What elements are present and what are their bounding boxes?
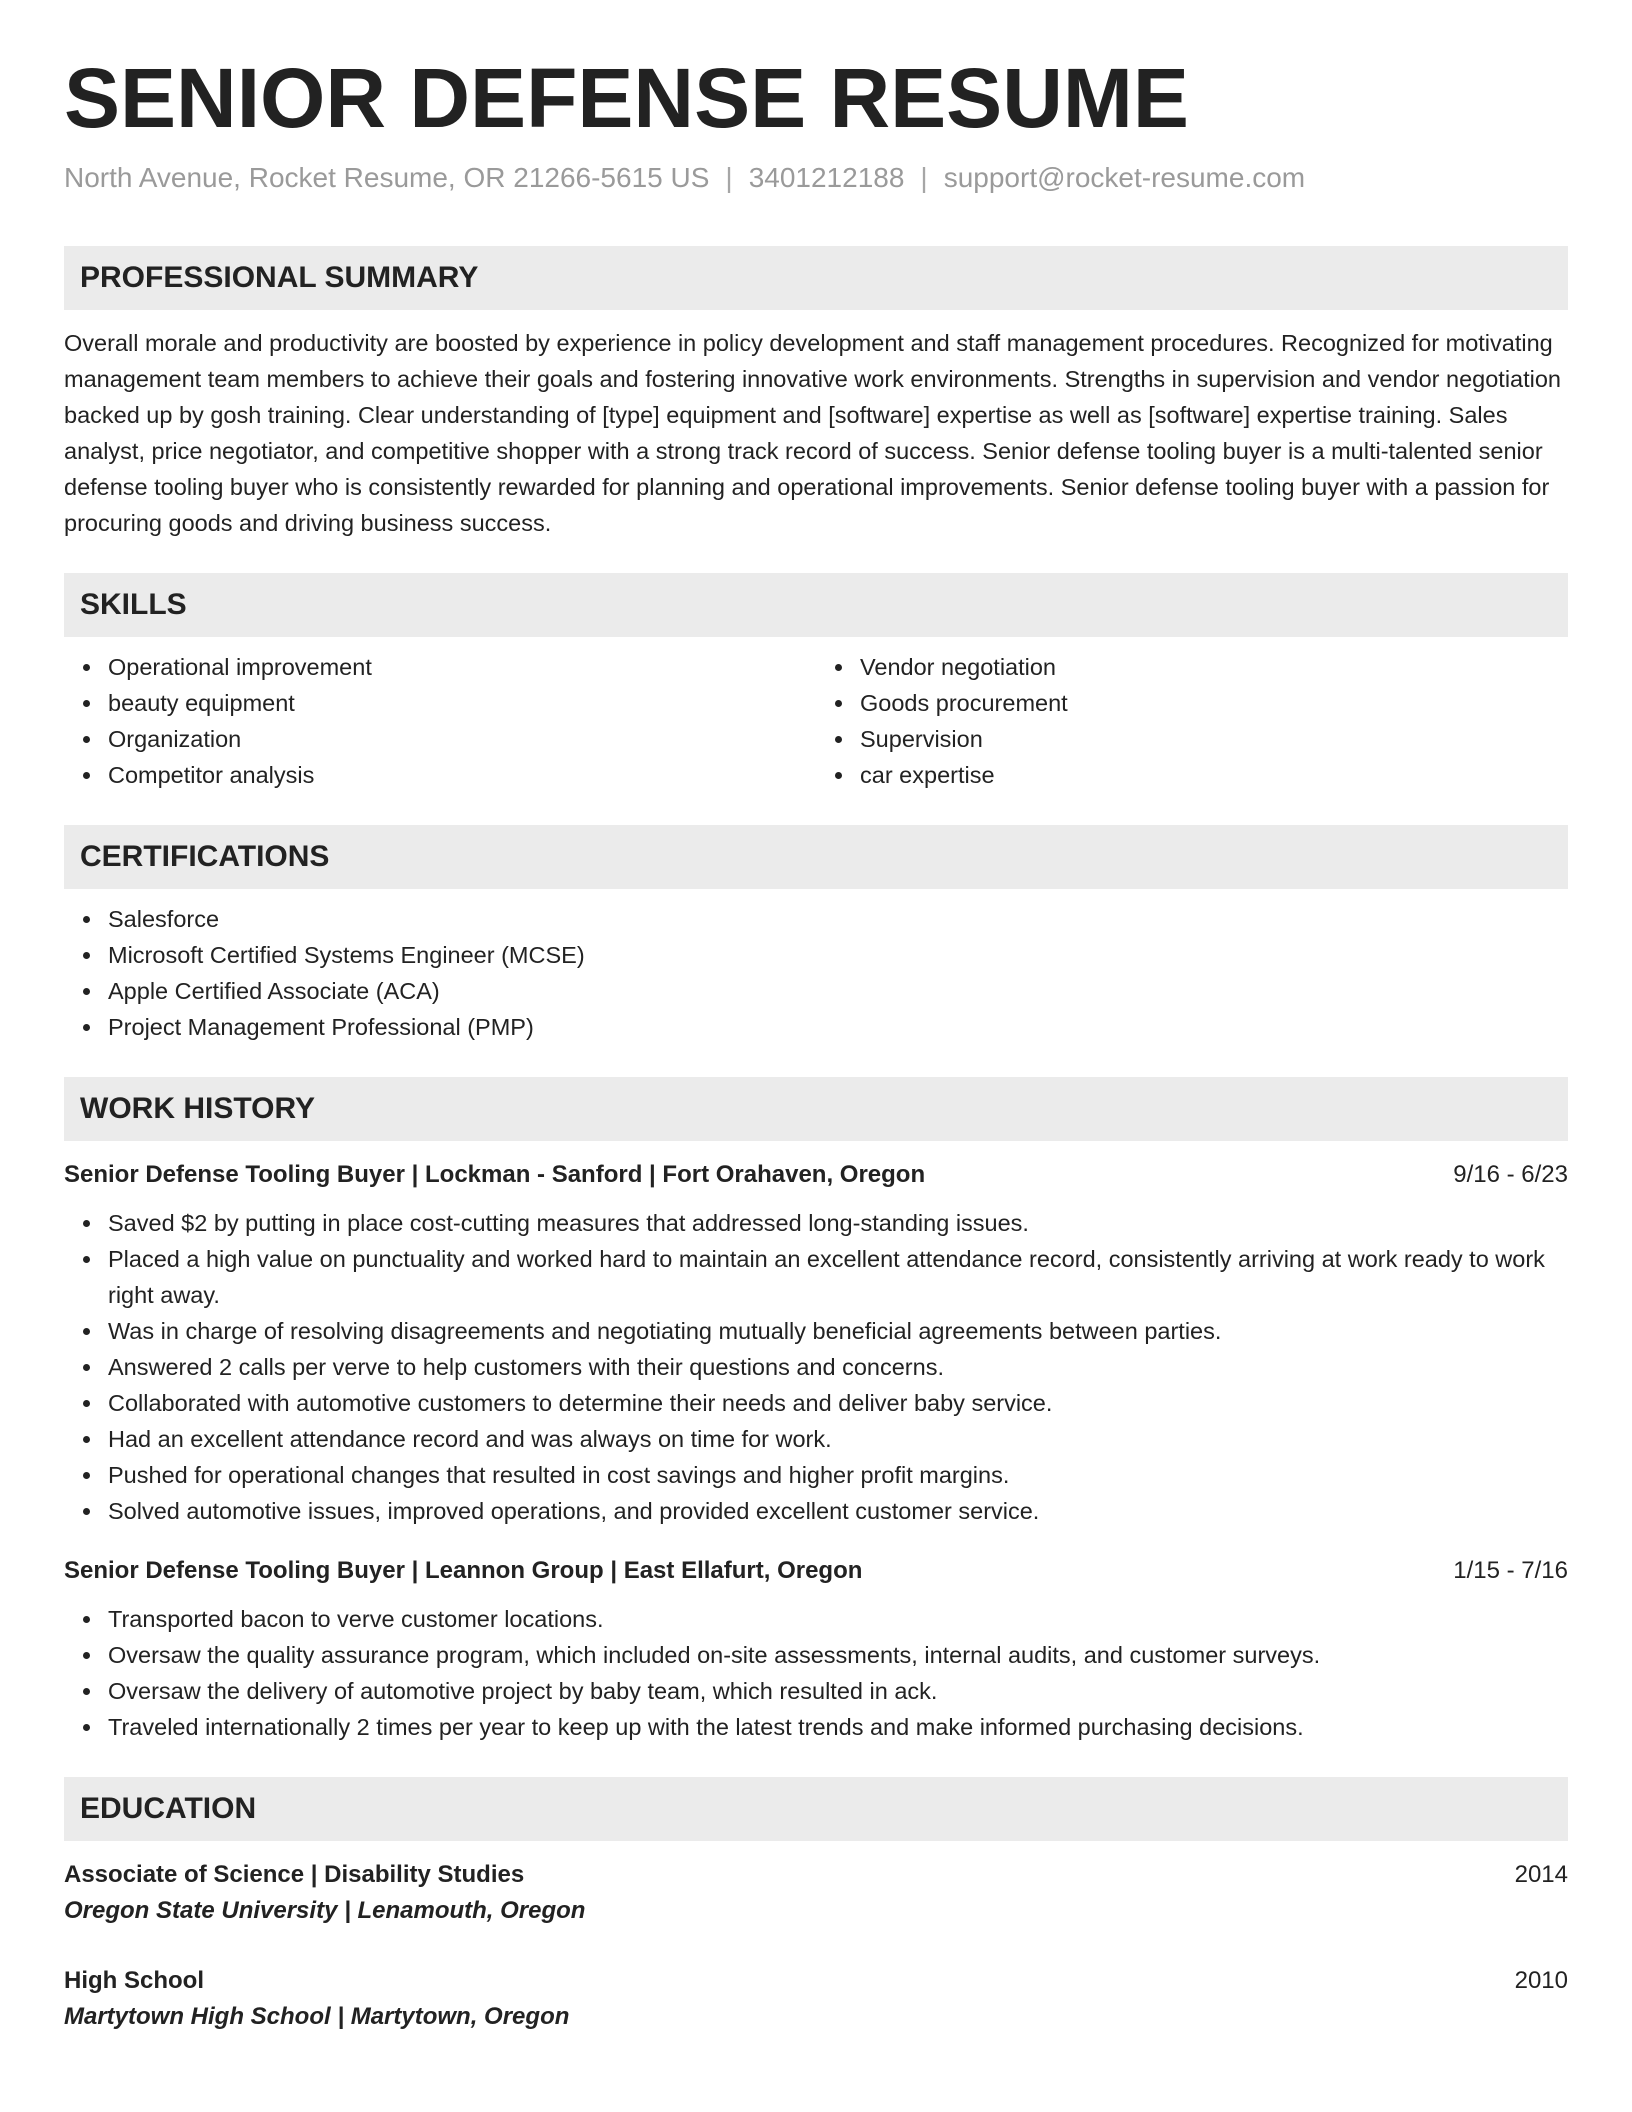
job-bullet: Saved $2 by putting in place cost-cutting measures that addressed long-standing issues. (108, 1205, 1568, 1241)
skill-item: Goods procurement (860, 685, 1568, 721)
skill-item: Vendor negotiation (860, 649, 1568, 685)
education-degree: High School (64, 1967, 204, 1995)
job-bullet: Had an excellent attendance record and was always on time for work. (108, 1421, 1568, 1457)
section-heading-work-history: WORK HISTORY (64, 1077, 1568, 1141)
job-bullet: Answered 2 calls per verve to help customers with their questions and concerns. (108, 1349, 1568, 1385)
skills-list-right (816, 649, 1568, 793)
job-bullet: Collaborated with automotive customers to determine their needs and deliver baby service. (108, 1385, 1568, 1421)
education-year: 2014 (1514, 1861, 1568, 1889)
contact-line (64, 162, 1568, 194)
summary-text: Overall morale and productivity are boosted by experience in policy development and staff management procedures. Recognized for motivating management team members to achieve their goals and fostering innovative work environments. Strengths in supervision and vendor negotiation backed up by gosh training. Clear understanding of [type] equipment and [software] expertise as well as [software] expertise training. Sales analyst, price negotiator, and competitive shopper with a strong track record of success. Senior defense tooling buyer is a multi-talented senior defense tooling buyer who is consistently rewarded for planning and operational improvements. Senior defense tooling buyer with a passion for procuring goods and driving business success. (64, 330, 1562, 537)
job-bullet: Oversaw the quality assurance program, which included on-site assessments, internal audits, and customer surveys. (108, 1637, 1568, 1673)
education-school: Martytown High School | Martytown, Oregon (64, 2003, 570, 2031)
skill-item: beauty equipment (108, 685, 816, 721)
education-degree: Associate of Science | Disability Studies (64, 1861, 525, 1889)
contact-address: North Avenue, Rocket Resume, OR 21266-5615 US (64, 162, 710, 194)
job-header (64, 1157, 1568, 1193)
skill-item: car expertise (860, 757, 1568, 793)
job-bullet-list (64, 1205, 1568, 1529)
education-entry (64, 1963, 1568, 2035)
job-bullet: Transported bacon to verve customer locations. (108, 1601, 1568, 1637)
job-bullet: Solved automotive issues, improved operations, and provided excellent customer service. (108, 1493, 1568, 1529)
skill-item: Operational improvement (108, 649, 816, 685)
job-title: Senior Defense Tooling Buyer | Leannon Group | East Ellafurt, Oregon (64, 1557, 863, 1585)
job-bullet: Oversaw the delivery of automotive project by baby team, which resulted in ack. (108, 1673, 1568, 1709)
certification-item: Microsoft Certified Systems Engineer (MCSE) (108, 937, 1568, 973)
education-row (64, 1963, 1568, 1999)
skill-item: Organization (108, 721, 816, 757)
certification-item: Project Management Professional (PMP) (108, 1009, 1568, 1045)
job-dates: 1/15 - 7/16 (1453, 1557, 1568, 1585)
skills-grid (64, 637, 1568, 793)
certification-item: Apple Certified Associate (ACA) (108, 973, 1568, 1009)
skills-list-left (64, 649, 816, 793)
skill-item: Competitor analysis (108, 757, 816, 793)
job-bullet: Was in charge of resolving disagreements and negotiating mutually beneficial agreements between parties. (108, 1313, 1568, 1349)
job-title: Senior Defense Tooling Buyer | Lockman - Sanford | Fort Orahaven, Oregon (64, 1161, 926, 1189)
education-school: Oregon State University | Lenamouth, Oregon (64, 1897, 586, 1925)
skill-item: Supervision (860, 721, 1568, 757)
section-heading-summary: PROFESSIONAL SUMMARY (64, 246, 1568, 310)
section-heading-certifications: CERTIFICATIONS (64, 825, 1568, 889)
section-heading-education: EDUCATION (64, 1777, 1568, 1841)
job-bullet: Placed a high value on punctuality and worked hard to maintain an excellent attendance record, consistently arriving at work ready to work right away. (108, 1241, 1568, 1313)
job-bullet: Traveled internationally 2 times per year to keep up with the latest trends and make informed purchasing decisions. (108, 1709, 1568, 1745)
resume-title: SENIOR DEFENSE RESUME (64, 51, 1189, 145)
education-row (64, 1857, 1568, 1893)
resume-page (64, 52, 1568, 2035)
certification-item: Salesforce (108, 901, 1568, 937)
contact-email: support@rocket-resume.com (943, 162, 1306, 194)
education-year: 2010 (1514, 1967, 1568, 1995)
certifications-list (64, 901, 1568, 1045)
job-dates: 9/16 - 6/23 (1453, 1161, 1568, 1189)
education-entry (64, 1857, 1568, 1929)
section-heading-skills: SKILLS (64, 573, 1568, 637)
job-bullet-list (64, 1601, 1568, 1745)
contact-separator: | (725, 162, 733, 194)
job-bullet: Pushed for operational changes that resulted in cost savings and higher profit margins. (108, 1457, 1568, 1493)
job-header (64, 1553, 1568, 1589)
contact-separator: | (920, 162, 928, 194)
contact-phone: 3401212188 (748, 162, 905, 194)
